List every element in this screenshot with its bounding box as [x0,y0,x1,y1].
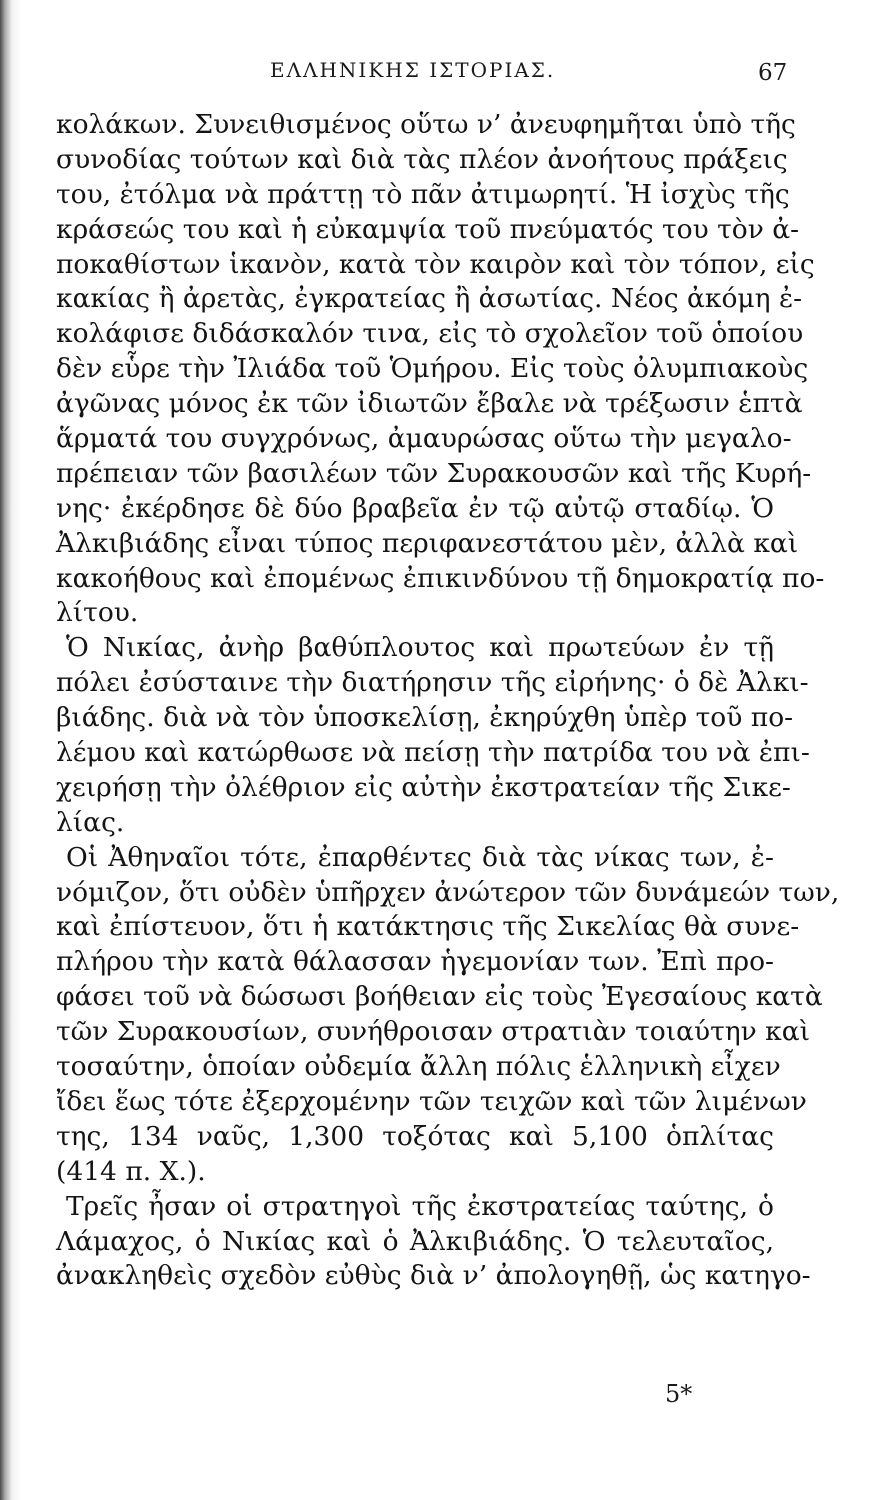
page-header [0,50,876,100]
text-line: Τρεῖς ἦσαν οἱ στρατηγοὶ τῆς ἐκστρατείας ταύτης, ὁ [66,1190,774,1222]
text-line: πρέπειαν τῶν βασιλέων τῶν Συρακουσῶν καὶ τῆς Κυρή- [56,457,812,489]
text-line: (414 π. Χ.). [56,1155,206,1187]
text-line: βιάδης. διὰ νὰ τὸν ὑποσκελίσῃ, ἐκηρύχθη ὑπὲρ τοῦ πο- [56,702,794,734]
text-line: λέμου καὶ κατώρθωσε νὰ πείσῃ τὴν πατρίδα του νὰ ἐπι- [56,737,810,769]
text-line: τοσαύτην, ὁποίαν οὐδεμία ἄλλη πόλις ἑλληνικὴ εἶχεν [56,1051,781,1083]
text-line: νης· ἐκέρδησε δὲ δύο βραβεῖα ἐν τῷ αὐτῷ σταδίῳ. Ὁ [56,492,774,524]
text-line: Ἀλκιβιάδης εἶναι τύπος περιφανεστάτου μὲν, ἀλλὰ καὶ [56,527,799,559]
text-line: κακίας ἢ ἀρετὰς, ἐγκρατείας ἢ ἀσωτίας. Νέος ἀκόμη ἐ- [56,283,803,315]
text-line: τῶν Συρακουσίων, συνήθροισαν στρατιὰν τοιαύτην καὶ [56,1016,811,1048]
text-line: πόλει ἐσύσταινε τὴν διατήρησιν τῆς εἰρήνης· ὁ δὲ Ἀλκι- [56,667,809,699]
text-line: του, ἐτόλμα νὰ πράττῃ τὸ πᾶν ἀτιμωρητί. Ἡ ἰσχὺς τῆς [56,178,790,210]
text-line: λίας. [56,806,125,838]
text-line: ποκαθίστων ἱκανὸν, κατὰ τὸν καιρὸν καὶ τὸν τόπον, εἰς [56,248,815,280]
text-line: ἀγῶνας μόνος ἐκ τῶν ἰδιωτῶν ἔβαλε νὰ τρέξωσιν ἑπτὰ [56,388,803,420]
text-line: κολάκων. Συνειθισμένος οὕτω ν’ ἀνευφημῆται ὑπὸ τῆς [56,109,796,140]
text-line: συνοδίας τούτων καὶ διὰ τὰς πλέον ἀνοήτους πράξεις [56,143,788,175]
text-line: δὲν εὗρε τὴν Ἰλιάδα τοῦ Ὁμήρου. Εἰς τοὺς ὀλυμπιακοὺς [56,353,809,385]
body-text [56,108,840,1294]
text-line: νόμιζον, ὅτι οὐδὲν ὑπῆρχεν ἀνώτερον τῶν δυνάμεών των, [56,876,840,908]
text-line: Ὁ Νικίας, ἀνὴρ βαθύπλουτος καὶ πρωτεύων ἐν τῇ [66,632,774,664]
text-line: της, 134 ναῦς, 1,300 τοξότας καὶ 5,100 ὁπλίτας [56,1120,774,1152]
text-line: κακοήθους καὶ ἐπομένως ἐπικινδύνου τῇ δημοκρατίᾳ πο- [56,562,825,594]
text-line: πλήρου τὴν κατὰ θάλασσαν ἡγεμονίαν των. Ἐπὶ προ- [56,946,774,978]
text-line: ἀνακληθεὶς σχεδὸν εὐθὺς διὰ ν’ ἀπολογηθῇ, ὡς κατηγο- [56,1260,811,1292]
text-line: κράσεώς του καὶ ἡ εὐκαμψία τοῦ πνεύματός του τὸν ἀ- [56,213,800,245]
text-line: ἴδει ἕως τότε ἐξερχομένην τῶν τειχῶν καὶ τῶν λιμένων [56,1085,807,1117]
text-line: λίτου. [56,597,139,629]
text-line: κολάφισε διδάσκαλόν τινα, εἰς τὸ σχολεῖον τοῦ ὁποίου [56,318,804,350]
text-line: καὶ ἐπίστευον, ὅτι ἡ κατάκτησις τῆς Σικελίας θὰ συνε- [56,911,800,943]
page-number: 67 [758,60,788,86]
text-line: φάσει τοῦ νὰ δώσωσι βοήθειαν εἰς τοὺς Ἐγεσαίους κατὰ [56,981,823,1013]
text-line: ἅρματά του συγχρόνως, ἀμαυρώσας οὕτω τὴν μεγαλο- [56,423,792,455]
running-title: ΕΛΛΗΝΙΚΗΣ ΙΣΤΟΡΙΑΣ. [270,58,556,82]
text-line: Λάμαχος, ὁ Νικίας καὶ ὁ Ἀλκιβιάδης. Ὁ τελευταῖος, [56,1225,774,1257]
text-line: χειρήσῃ τὴν ὀλέθριον εἰς αὐτὴν ἐκστρατείαν τῆς Σικε- [56,771,791,803]
text-line: Οἱ Ἀθηναῖοι τότε, ἐπαρθέντες διὰ τὰς νίκας των, ἐ- [66,841,774,873]
signature-mark: 5* [665,1380,693,1408]
